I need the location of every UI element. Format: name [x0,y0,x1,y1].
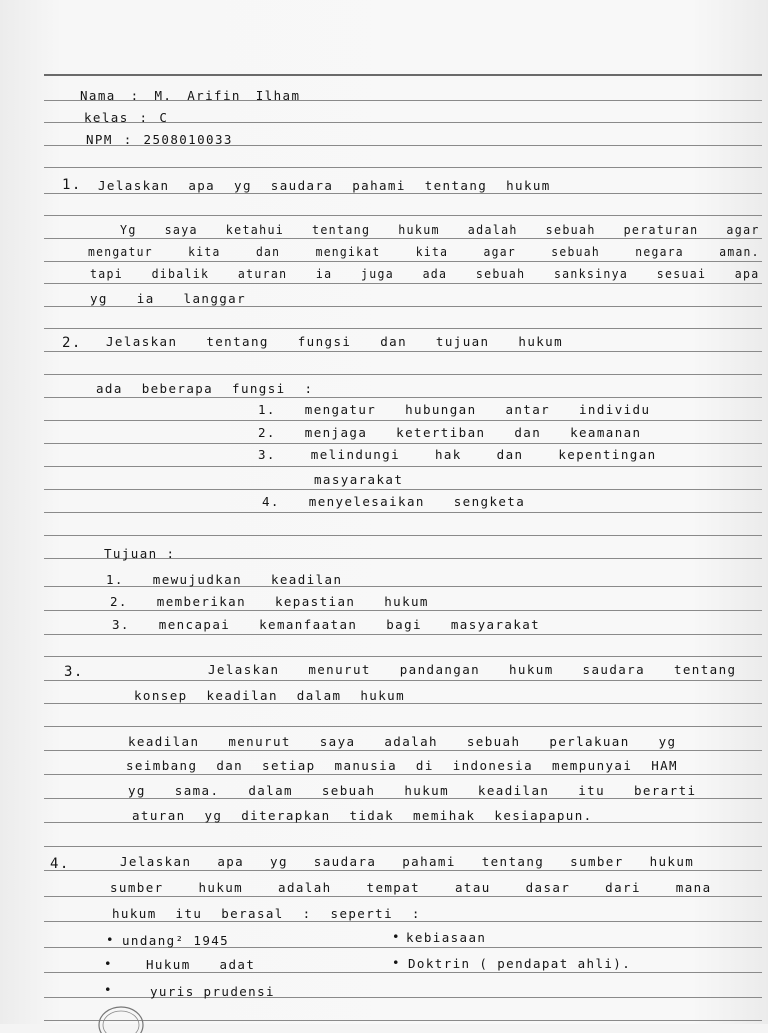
ruled-line [44,972,762,973]
question-number-1: 1. [62,177,82,193]
question-3-line-1: Jelaskan menurut pandangan hukum saudara tentang [208,662,737,677]
bullet-left-3: yuris prudensi [150,984,275,999]
answer-3-line-3: yg sama. dalam sebuah hukum keadilan itu berarti [128,783,697,798]
ruled-line [44,634,762,635]
fungsi-item-3: 3. melindungi hak dan kepentingan [258,447,657,462]
ruled-line [44,238,762,239]
ruled-line [44,798,762,799]
ruled-line [44,703,762,704]
bullet-right-1: kebiasaan [406,930,487,945]
ruled-line [44,167,762,168]
paper-brand-stamp [96,1003,146,1033]
ruled-line [44,656,762,657]
ruled-line [44,726,762,727]
ruled-line [44,750,762,751]
tujuan-item-2: 2. memberikan kepastian hukum [110,594,429,609]
bullet-left-1: undang² 1945 [122,933,230,948]
ruled-line [44,443,762,444]
ruled-line [44,680,762,681]
bullet-point: • [106,932,115,947]
ruled-line [44,328,762,329]
ruled-line [44,74,762,76]
ruled-line [44,420,762,421]
ruled-line [44,512,762,513]
ruled-line [44,397,762,398]
question-3-line-2: konsep keadilan dalam hukum [134,688,405,703]
bullet-right-2: Doktrin ( pendapat ahli). [408,956,632,971]
ruled-line [44,610,762,611]
question-number-2: 2. [62,335,82,351]
question-number-4: 4. [50,856,70,872]
ruled-line [44,896,762,897]
fungsi-intro: ada beberapa fungsi : [96,381,314,396]
tujuan-item-3: 3. mencapai kemanfaatan bagi masyarakat [112,617,541,632]
ruled-line [44,374,762,375]
ruled-line [44,351,762,352]
student-name: Nama : M. Arifin Ilham [80,88,301,103]
fungsi-item-1: 1. mengatur hubungan antar individu [258,402,651,417]
question-number-3: 3. [64,664,84,680]
ruled-line [44,774,762,775]
question-2-text: Jelaskan tentang fungsi dan tujuan hukum [106,334,564,349]
answer-3-line-4: aturan yg diterapkan tidak memihak kesiapapun. [132,808,593,823]
fungsi-item-2: 2. menjaga ketertiban dan keamanan [258,425,642,440]
bullet-point: • [392,955,401,970]
student-class: kelas : C [84,110,169,125]
answer-4-line-1: sumber hukum adalah tempat atau dasar dari mana [110,880,712,895]
answer-3-line-1: keadilan menurut saya adalah sebuah perlakuan yg [128,734,677,749]
ruled-line [44,306,762,307]
bullet-point: • [392,929,401,944]
bullet-point: • [104,956,113,971]
fungsi-item-3-cont: masyarakat [314,472,404,487]
ruled-line [44,283,762,284]
ruled-line [44,921,762,922]
ruled-line [44,193,762,194]
tujuan-item-1: 1. mewujudkan keadilan [106,572,343,587]
answer-3-line-2: seimbang dan setiap manusia di indonesia mempunyai HAM [126,758,678,773]
ruled-line [44,489,762,490]
question-1-text: Jelaskan apa yg saudara pahami tentang hukum [98,178,551,193]
answer-1-line-4: yg ia langgar [90,291,247,306]
ruled-line [44,846,762,847]
ruled-line [44,1020,762,1021]
ruled-line [44,261,762,262]
answer-1-line-1: Yg saya ketahui tentang hukum adalah sebuah peraturan agar [120,222,760,237]
student-npm: NPM : 2508010033 [86,132,233,147]
answer-1-line-2: mengatur kita dan mengikat kita agar sebuah negara aman. [88,244,760,259]
ruled-line [44,870,762,871]
bullet-point: • [104,982,113,997]
ruled-line [44,466,762,467]
answer-1-line-3: tapi dibalik aturan ia juga ada sebuah sanksinya sesuai apa [90,266,760,281]
answer-4-line-2: hukum itu berasal : seperti : [112,906,421,921]
tujuan-intro: Tujuan : [104,546,176,561]
ruled-line [44,535,762,536]
question-4-text: Jelaskan apa yg saudara pahami tentang sumber hukum [120,854,695,869]
ruled-line [44,215,762,216]
bullet-left-2: Hukum adat [146,957,256,972]
fungsi-item-4: 4. menyelesaikan sengketa [262,494,526,509]
